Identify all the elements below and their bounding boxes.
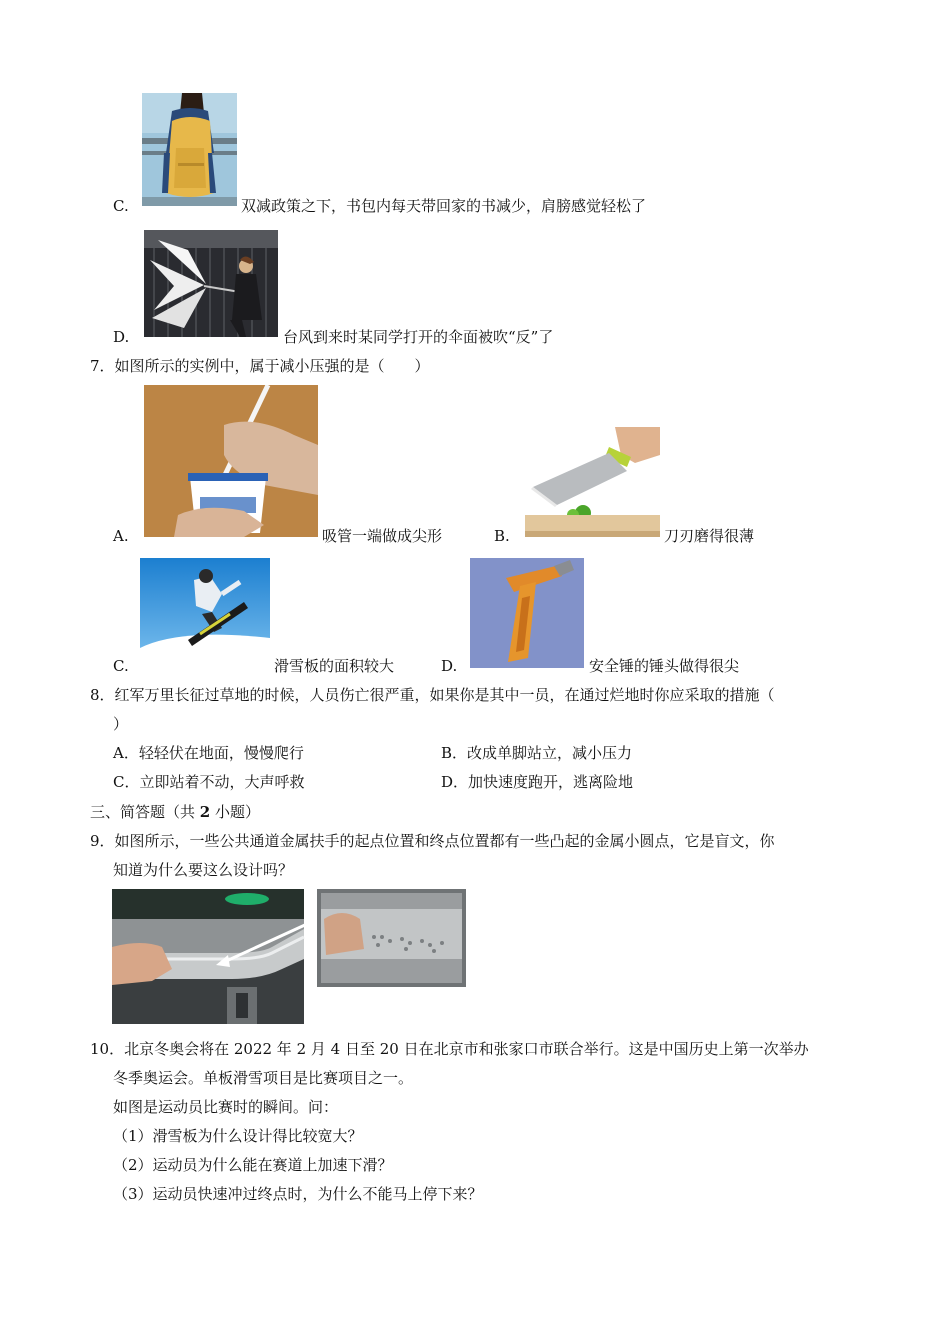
q9-line2: 知道为什么要这么设计吗？ <box>113 861 294 879</box>
section-title-prefix: 三、简答题（共 <box>90 803 200 821</box>
q8-option-a: A．轻轻伏在地面，慢慢爬行 <box>113 744 304 762</box>
q7-d-text: 安全锤的锤头做得很尖 <box>589 657 740 675</box>
straw-photo <box>144 385 318 537</box>
q8-option-c: C．立即站着不动，大声呼救 <box>113 773 305 791</box>
q7-a-text: 吸管一端做成尖形 <box>322 527 443 545</box>
q7-b-label: B. <box>494 527 510 545</box>
q10-line2: 冬季奥运会。单板滑雪项目是比赛项目之一。 <box>113 1069 414 1087</box>
q10-sub3: （3）运动员快速冲过终点时，为什么不能马上停下来？ <box>113 1185 483 1203</box>
snowboard-photo <box>140 558 270 668</box>
q10-sub2: （2）运动员为什么能在赛道上加速下滑？ <box>113 1156 393 1174</box>
section-title-suffix: 小题） <box>210 803 260 821</box>
knife-photo <box>525 427 660 537</box>
q7-stem: 7．如图所示的实例中，属于减小压强的是（ ） <box>90 357 430 375</box>
q7-c-text: 滑雪板的面积较大 <box>274 657 395 675</box>
q8-stem-line1: 8．红军万里长征过草地的时候，人员伤亡很严重，如果你是其中一员，在通过烂地时你应采取的措施（ <box>90 686 775 704</box>
handrail-braille-photo <box>112 889 466 1024</box>
safety-hammer-photo <box>470 558 584 668</box>
q6-c-text: 双减政策之下，书包内每天带回家的书减少，肩膀感觉轻松了 <box>241 197 647 215</box>
q6-c-label: C. <box>113 197 129 215</box>
q8-option-d: D．加快速度跑开，逃离险地 <box>441 773 634 791</box>
q7-c-label: C. <box>113 657 129 675</box>
q10-sub1: （1）滑雪板为什么设计得比较宽大？ <box>113 1127 363 1145</box>
q6-d-text: 台风到来时某同学打开的伞面被吹“反”了 <box>283 328 554 346</box>
q10-line1: 10．北京冬奥会将在 2022 年 2 月 4 日至 20 日在北京市和张家口市联合举行。这是中国历史上第一次举办 <box>90 1040 809 1058</box>
q6-d-label: D. <box>113 328 130 346</box>
q7-d-label: D. <box>441 657 458 675</box>
q9-line1: 9．如图所示，一些公共通道金属扶手的起点位置和终点位置都有一些凸起的金属小圆点，它是盲文，你 <box>90 832 775 850</box>
q10-line3: 如图是运动员比赛时的瞬间。问： <box>113 1098 339 1116</box>
q8-option-b: B．改成单脚站立，减小压力 <box>441 744 633 762</box>
section-title <box>90 802 260 822</box>
umbrella-photo <box>144 230 278 337</box>
q7-a-label: A. <box>113 527 129 545</box>
q7-b-text: 刀刃磨得很薄 <box>664 527 755 545</box>
section-question-count: 2 <box>199 803 211 821</box>
backpack-photo <box>142 93 237 206</box>
q8-stem-line2: ） <box>113 715 129 733</box>
